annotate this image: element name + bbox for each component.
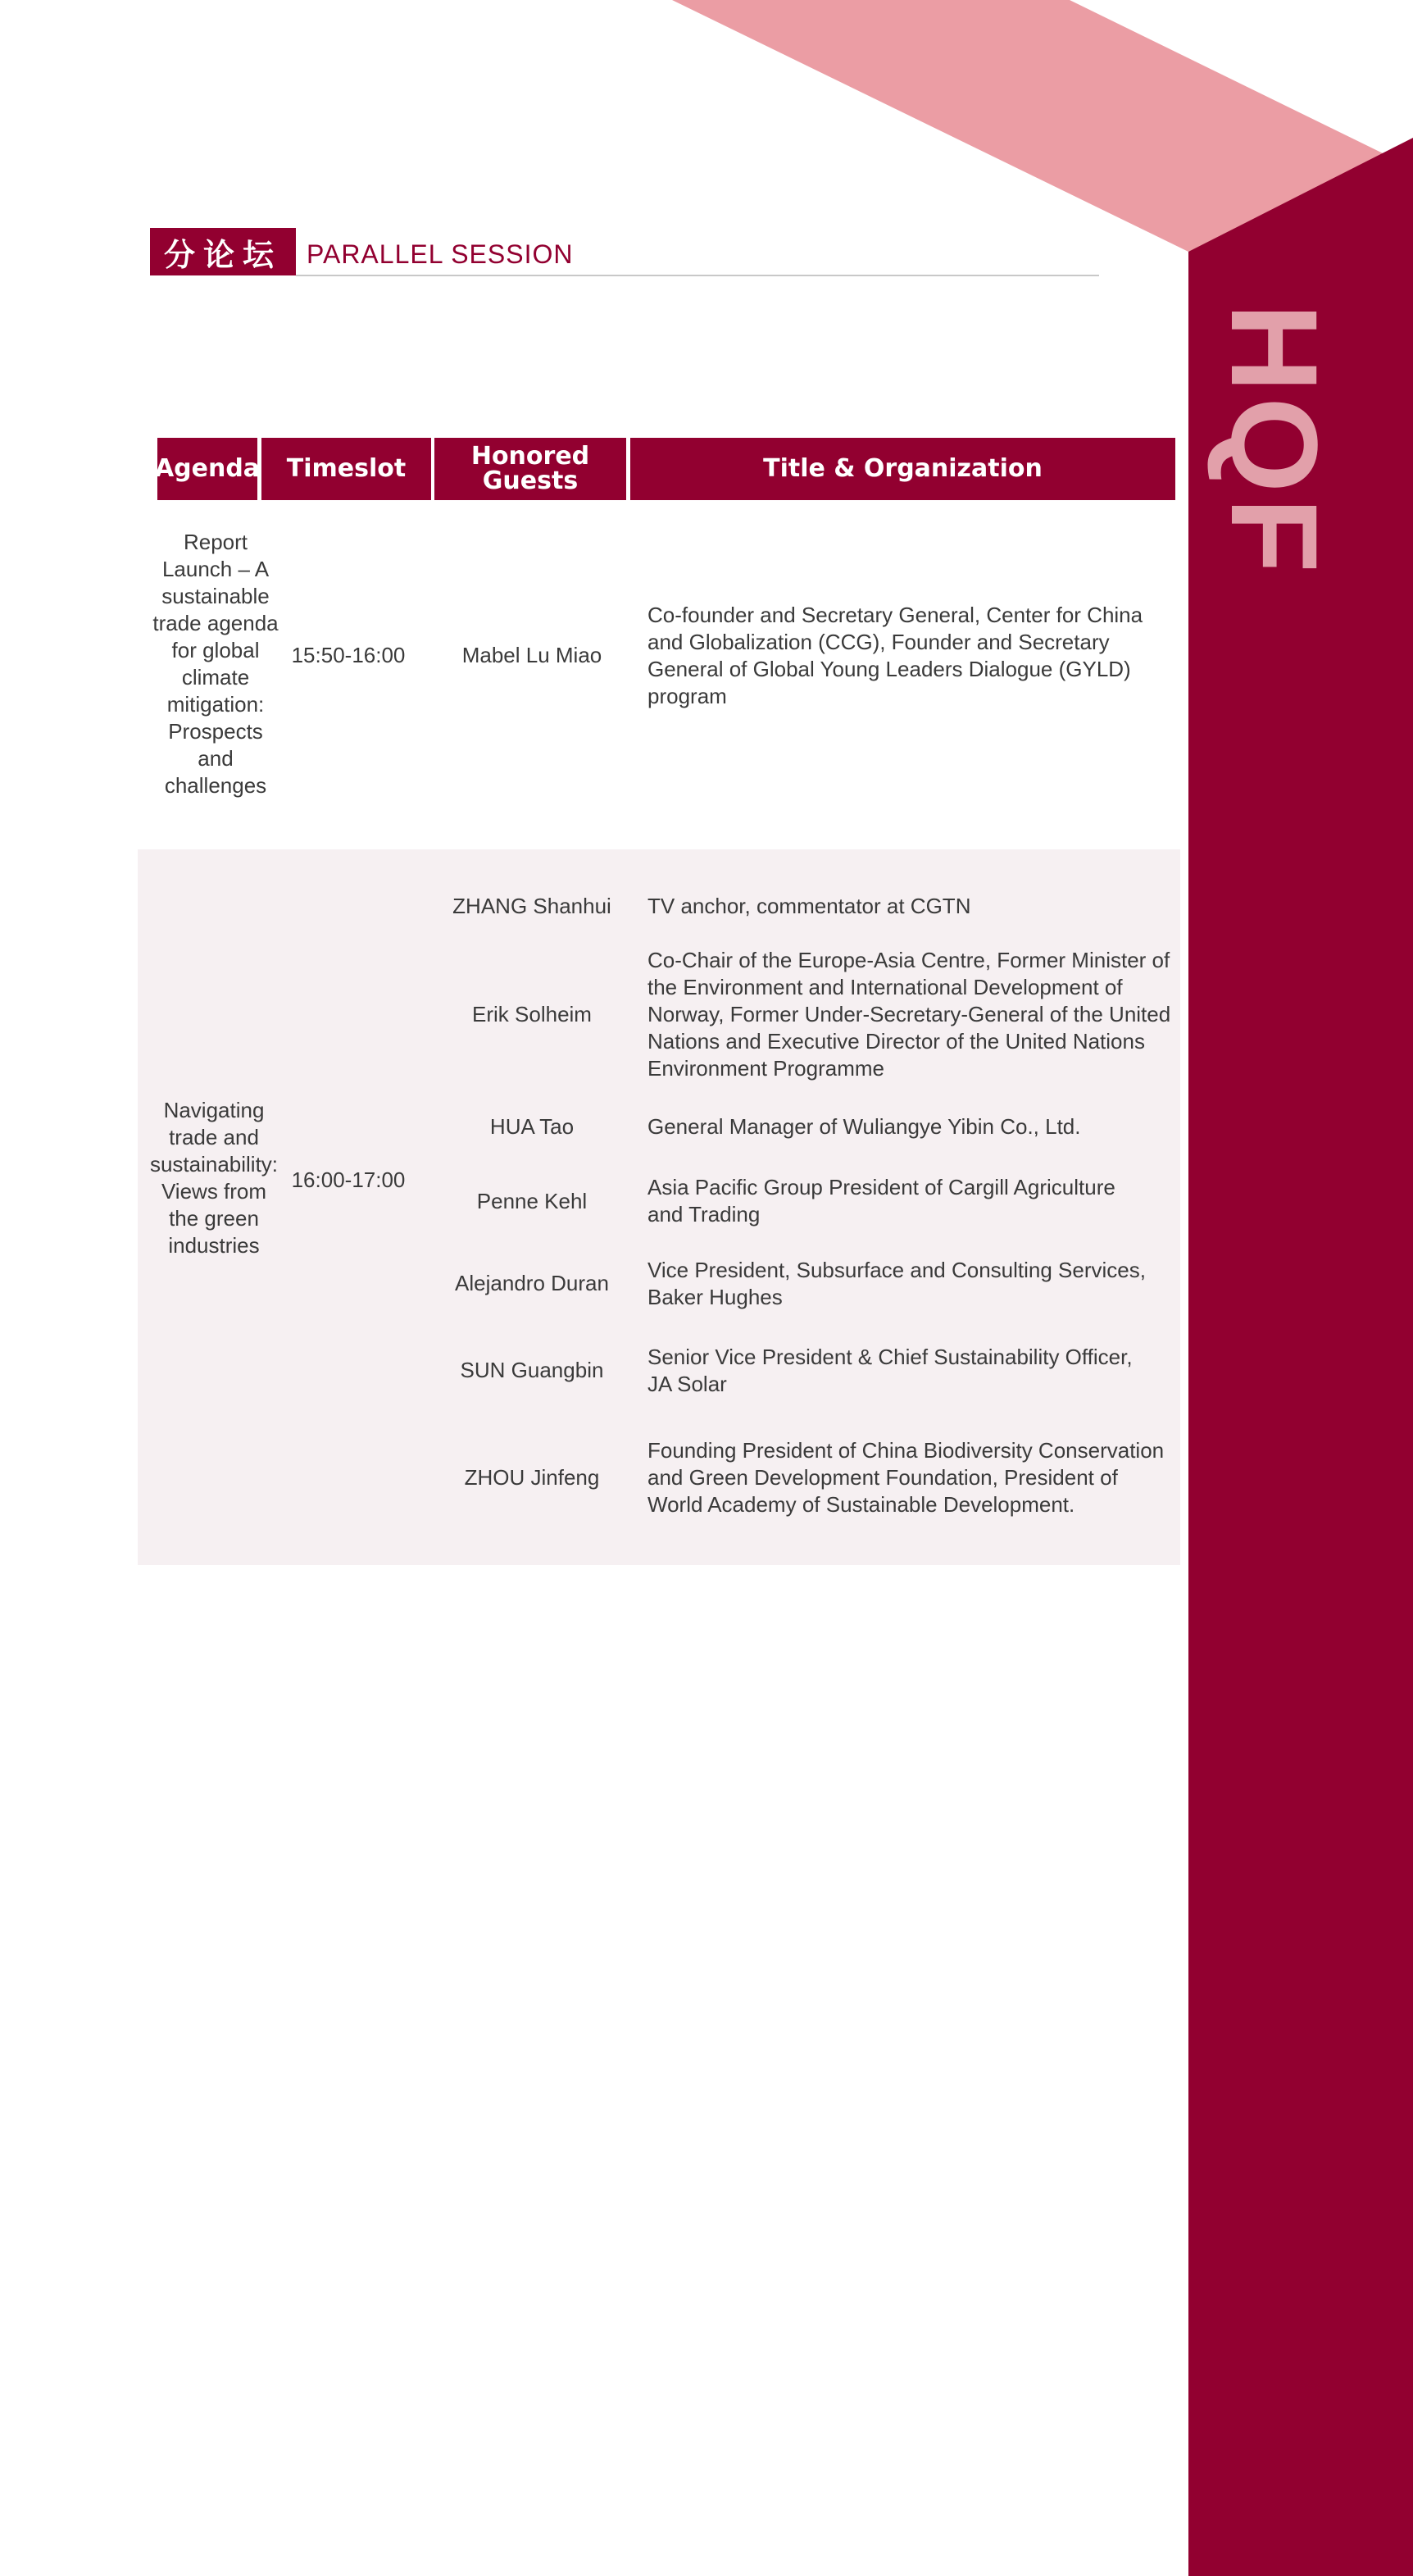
guest-title: Founding President of China Biodiversity Conservation and Green Development Foundation, President of World Academy of Sustainable Development. [647, 1437, 1165, 1517]
guest-title: Asia Pacific Group President of Cargill Agriculture and Trading [647, 1175, 1115, 1227]
guest-name: Mabel Lu Miao [461, 642, 602, 667]
section-title-english: PARALLEL SESSION [307, 239, 574, 269]
guest-title: Vice President, Subsurface and Consulting Services, Baker Hughes [647, 1258, 1146, 1309]
guest-title: General Manager of Wuliangye Yibin Co., Ltd. [647, 1113, 1081, 1139]
agenda-cell: Report Launch – A sustainable trade agenda for global climate mitigation: Prospects and challenges [152, 530, 279, 798]
guest-title: Co-founder and Secretary General, Center for China and Globalization (CCG), Founder and Secretary General of Global Young Leaders Dialogue (GYLD) program [647, 603, 1143, 708]
column-header-timeslot: Timeslot [261, 438, 431, 500]
guest-title: TV anchor, commentator at CGTN [647, 893, 971, 918]
column-header-agenda: Agenda [157, 438, 257, 500]
guest-name: Alejandro Duran [455, 1270, 609, 1295]
guest-name: ZHANG Shanhui [452, 893, 611, 918]
guest-name: HUA Tao [489, 1113, 575, 1139]
timeslot-cell: 16:00-17:00 [291, 1167, 406, 1192]
guest-title: Senior Vice President & Chief Sustainability Officer, JA Solar [647, 1345, 1133, 1396]
guest-name: ZHOU Jinfeng [464, 1464, 600, 1490]
timeslot-cell: 15:50-16:00 [291, 642, 406, 667]
section-header [150, 228, 1099, 277]
brand-logo-vertical: HQF [1206, 303, 1343, 578]
guest-title: Co-Chair of the Europe-Asia Centre, Former Minister of the Environment and International Development of Norway, Former Under-Secretary-General of the United Nations and Executive Director of the United Nations Environment Programme [647, 947, 1171, 1081]
guest-name: Penne Kehl [476, 1188, 588, 1213]
guest-name: SUN Guangbin [460, 1357, 604, 1382]
header-divider [296, 275, 1099, 276]
guest-name: Erik Solheim [472, 1001, 592, 1026]
agenda-cell: Navigating trade and sustainability: Views from the green industries [149, 1098, 279, 1258]
section-title-chinese: 分论坛 [150, 228, 296, 275]
column-header-guests: Honored Guests [434, 438, 626, 500]
column-header-title-org: Title & Organization [630, 438, 1175, 500]
